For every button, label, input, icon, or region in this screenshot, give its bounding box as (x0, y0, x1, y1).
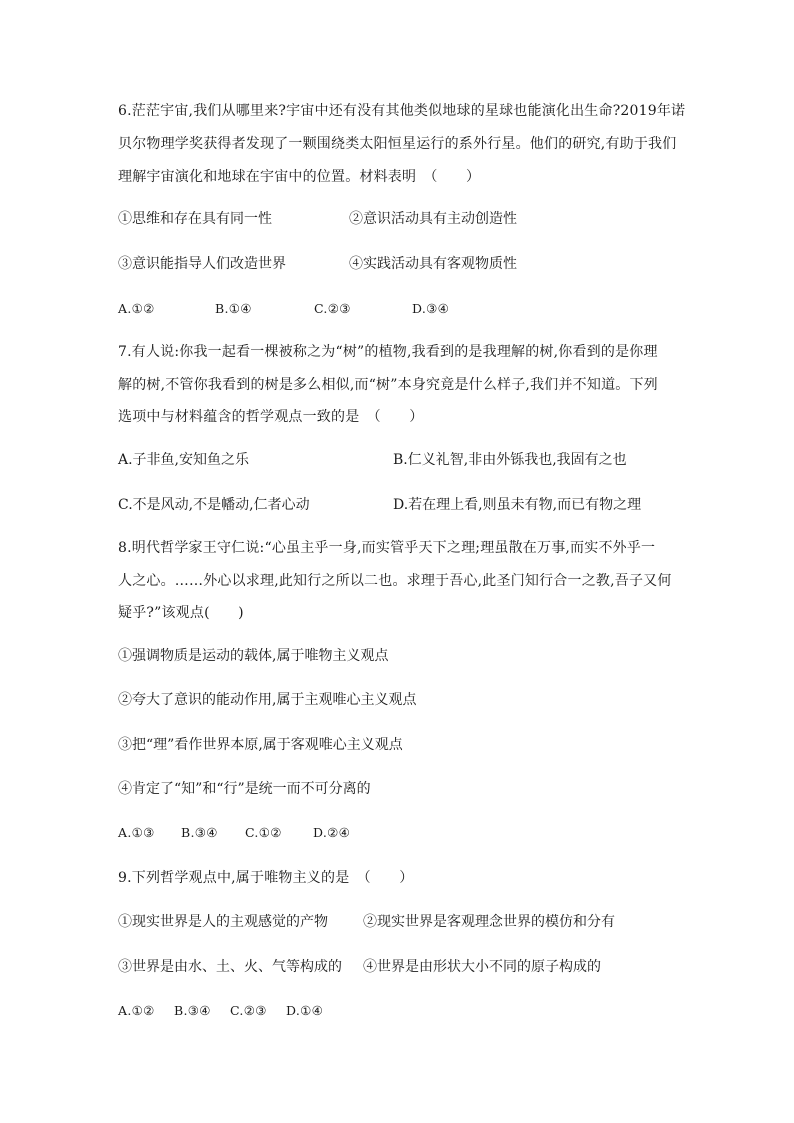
q9-option-d: D.①④ (286, 1003, 324, 1018)
q6-statement-1: ①思维和存在具有同一性 (118, 211, 272, 227)
q6-statement-4: ④实践活动具有客观物质性 (349, 256, 517, 272)
q6-option-c: C.②③ (314, 301, 351, 316)
q6-option-b: B.①④ (215, 301, 252, 316)
q6-option-a: A.①② (118, 301, 155, 316)
q8-option-a: A.①③ (118, 825, 155, 840)
q7-stem-line-3: 选项中与材料蕴含的哲学观点一致的是 （ ） (118, 409, 424, 425)
q9-statement-1: ①现实世界是人的主观感觉的产物 (118, 914, 328, 930)
q8-option-b: B.③④ (181, 825, 218, 840)
q6-statement-2: ②意识活动具有主动创造性 (349, 211, 517, 227)
q8-stem-line-1: 8.明代哲学家王守仁说:“心虽主乎一身,而实管乎天下之理;理虽散在万事,而实不外乎一 (118, 540, 656, 556)
q6-stem-line-2: 贝尔物理学奖获得者发现了一颗围绕类太阳恒星运行的系外行星。他们的研究,有助于我们 (118, 136, 677, 152)
q9-statement-2: ②现实世界是客观理念世界的模仿和分有 (363, 914, 615, 930)
q8-option-c: C.①② (245, 825, 282, 840)
q7-option-d: D.若在理上看,则虽未有物,而已有物之理 (393, 497, 642, 513)
q8-stem-line-3: 疑乎?”该观点( ) (118, 605, 244, 621)
q9-statement-4: ④世界是由形状大小不同的原子构成的 (363, 959, 601, 975)
q7-stem-line-1: 7.有人说:你我一起看一棵被称之为“树”的植物,我看到的是我理解的树,你看到的是你理 (118, 344, 658, 360)
q6-statement-3: ③意识能指导人们改造世界 (118, 256, 286, 272)
q9-option-b: B.③④ (174, 1003, 211, 1018)
q8-statement-4: ④肯定了“知”和“行”是统一而不可分离的 (118, 781, 371, 797)
q9-option-a: A.①② (118, 1003, 155, 1018)
q7-stem-line-2: 解的树,不管你我看到的树是多么相似,而“树”本身究竟是什么样子,我们并不知道。下列 (118, 377, 658, 393)
q8-statement-1: ①强调物质是运动的载体,属于唯物主义观点 (118, 648, 389, 664)
q7-option-c: C.不是风动,不是幡动,仁者心动 (118, 497, 310, 513)
q6-option-d: D.③④ (412, 301, 450, 316)
q6-stem-line-1: 6.茫茫宇宙,我们从哪里来?宇宙中还有没有其他类似地球的星球也能演化出生命?2019年诺 (118, 103, 686, 119)
q7-option-a: A.子非鱼,安知鱼之乐 (118, 452, 250, 468)
q9-stem-line-1: 9.下列哲学观点中,属于唯物主义的是 （ ） (118, 870, 414, 886)
q8-stem-line-2: 人之心。……外心以求理,此知行之所以二也。求理于吾心,此圣门知行合一之教,吾子又何 (118, 573, 672, 589)
q8-statement-3: ③把“理”看作世界本原,属于客观唯心主义观点 (118, 737, 403, 753)
q9-statement-3: ③世界是由水、土、火、气等构成的 (118, 959, 342, 975)
q9-option-c: C.②③ (230, 1003, 267, 1018)
q7-option-b: B.仁义礼智,非由外铄我也,我固有之也 (393, 452, 627, 468)
q6-stem-line-3: 理解宇宙演化和地球在宇宙中的位置。材料表明 （ ） (118, 169, 481, 185)
q8-option-d: D.②④ (313, 825, 351, 840)
q8-statement-2: ②夸大了意识的能动作用,属于主观唯心主义观点 (118, 692, 417, 708)
